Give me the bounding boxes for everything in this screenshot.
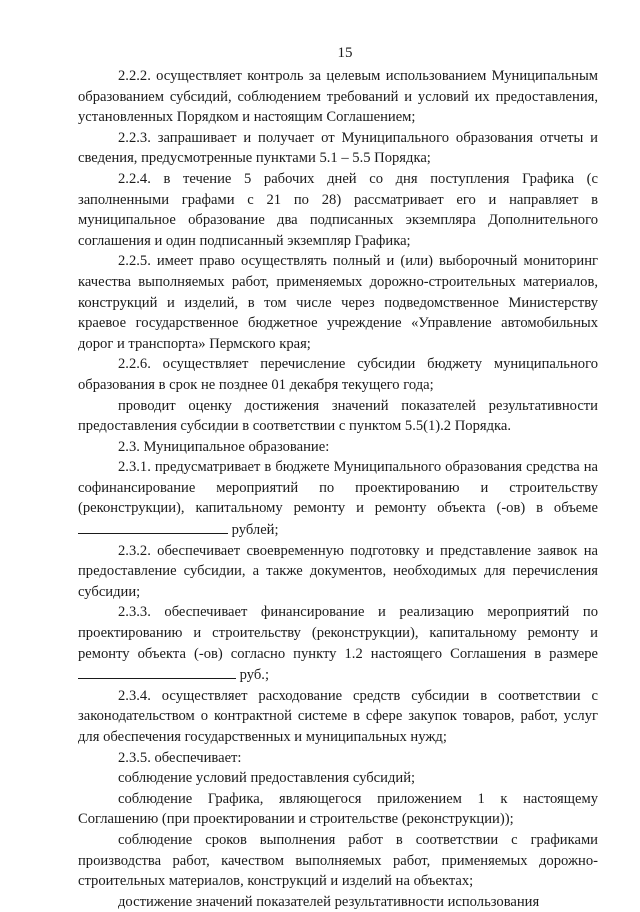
- paragraph-2-3-1-text: 2.3.1. предусматривает в бюджете Муниципального образования средства на софинансирование мероприятий по проектированию и строительству (реконструкции), капитальному ремонту и ремонту объекта (-ов) в объеме: [78, 459, 598, 517]
- paragraph-2-3-1: [78, 457, 598, 540]
- paragraph-2-2-6: 2.2.6. осуществляет перечисление субсидии бюджету муниципального образования в срок не позднее 01 декабря текущего года;: [78, 356, 598, 393]
- amount-blank-line: [78, 519, 228, 534]
- paragraph-2-3-3-tail: руб.;: [239, 667, 269, 684]
- paragraph-evaluation: проводит оценку достижения значений показателей результативности предоставления субсидии в соответствии с пунктом 5.5(1).2 Порядка.: [78, 397, 598, 435]
- paragraph-2-3-5: 2.3.5. обеспечивает:: [118, 749, 242, 766]
- paragraph-deadlines: соблюдение сроков выполнения работ в соответствии с графиками производства работ, качеством выполняемых работ, применяемых дорожно-строительных материалов, конструкций и изделий на объектах;: [78, 831, 598, 890]
- paragraph-2-3-3-text: 2.3.3. обеспечивает финансирование и реализацию мероприятий по проектированию и строительству (реконструкции), капитальному ремонту и ремонту объекта (-ов) согласно пункту 1.2 настоящего Соглашения в размере: [78, 604, 598, 662]
- paragraph-2-3-4: 2.3.4. осуществляет расходование средств субсидии в соответствии с законодательством о контрактной системе в сфере закупок товаров, работ, услуг для обеспечения государственных и муниципальных нужд;: [78, 687, 598, 745]
- paragraph-2-2-2: 2.2.2. осуществляет контроль за целевым использованием Муниципальным образованием субсидий, соблюдением требований и условий их предоставления, установленных Порядком и настоящим Соглашением;: [78, 68, 598, 126]
- paragraph-schedule: соблюдение Графика, являющегося приложением 1 к настоящему Соглашению (при проектировании и строительстве (реконструкции));: [78, 790, 598, 828]
- paragraph-2-3: 2.3. Муниципальное образование:: [118, 438, 330, 455]
- amount-blank-line: [78, 664, 236, 679]
- paragraph-indicators: достижение значений показателей результативности использования: [118, 893, 540, 910]
- paragraph-2-2-5: 2.2.5. имеет право осуществлять полный и (или) выборочный мониторинг качества выполняемых работ, применяемых дорожно-строительных материалов, конструкций и изделий, в том числе через подведомственное Министерству краевое государственное бюджетное учреждение «Управление автомобильных дорог и транспорта» Пермского края;: [78, 253, 598, 352]
- paragraph-2-3-3: [78, 602, 598, 685]
- paragraph-2-2-4: 2.2.4. в течение 5 рабочих дней со дня поступления Графика (с заполненными графами с 21 по 28) рассматривает его и направляет в муниципальное образование два подписанных экземпляра Дополнительного соглашения и один подписанный экземпляр Графика;: [78, 170, 598, 249]
- paragraph-2-3-1-tail: рублей;: [231, 522, 279, 539]
- paragraph-conditions: соблюдение условий предоставления субсидий;: [118, 770, 416, 787]
- paragraph-2-2-3: 2.2.3. запрашивает и получает от Муниципального образования отчеты и сведения, предусмотренные пунктами 5.1 – 5.5 Порядка;: [78, 129, 598, 167]
- paragraph-2-3-2: 2.3.2. обеспечивает своевременную подготовку и представление заявок на предоставление субсидии, а также документов, необходимых для перечисления субсидии;: [78, 542, 598, 600]
- document-page: [78, 44, 598, 912]
- page-number: 15: [337, 45, 353, 61]
